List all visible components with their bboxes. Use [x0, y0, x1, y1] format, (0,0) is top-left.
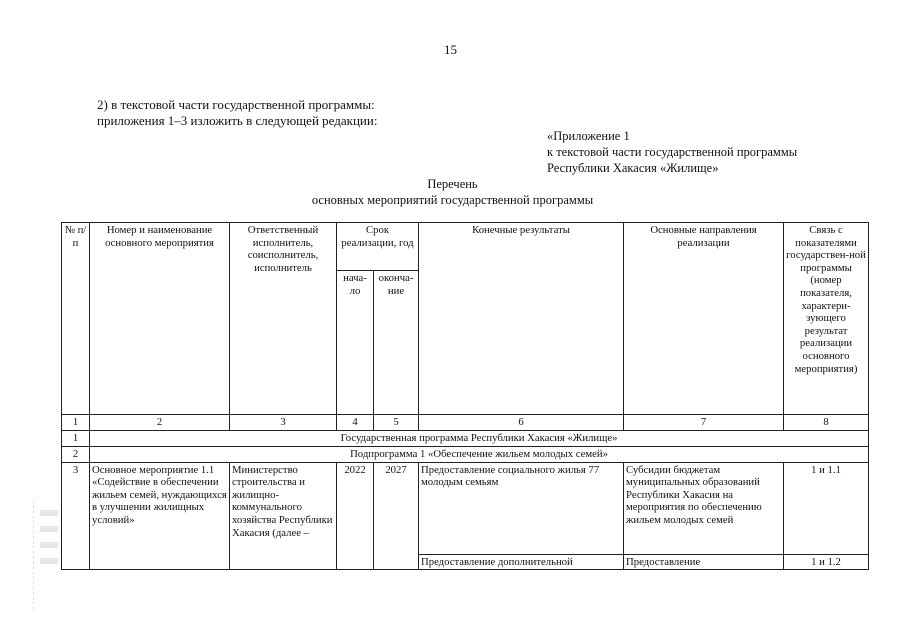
- program-row-num: 1: [62, 430, 90, 446]
- intro-line-1: 2) в текстовой части государственной программы:: [97, 97, 375, 112]
- intro-line-2: приложения 1–3 изложить в следующей редакции:: [97, 113, 378, 128]
- col-number-8: 8: [784, 415, 869, 431]
- appendix-line-2: к текстовой части государственной программы: [547, 145, 798, 159]
- subprogram-row-title: Подпрограмма 1 «Обеспечение жильем молодых семей»: [90, 446, 869, 462]
- row3-executor: Министерство строительства и жилищно-коммунального хозяйства Республики Хакасия (далее –: [230, 462, 337, 570]
- header-executor: Ответственный исполнитель, соисполнитель, исполнитель: [230, 223, 337, 415]
- col-number-5: 5: [374, 415, 419, 431]
- header-period: Срок реализации, год: [337, 223, 419, 271]
- row3-start-year: 2022: [337, 462, 374, 570]
- margin-stamp-mark: [33, 500, 70, 610]
- document-subtitle: основных мероприятий государственной программы: [311, 193, 594, 207]
- header-start: нача-ло: [337, 271, 374, 415]
- row3-direction-1: Субсидии бюджетам муниципальных образований Республики Хакасия на мероприятия по обеспечению жильем молодых семей: [624, 462, 784, 554]
- header-name: Номер и наименование основного мероприятия: [90, 223, 230, 415]
- col-number-4: 4: [337, 415, 374, 431]
- header-results: Конечные результаты: [419, 223, 624, 415]
- row3-link-2: 1 и 1.2: [784, 554, 869, 570]
- row3-num: 3: [62, 462, 90, 570]
- header-num: № п/п: [62, 223, 90, 415]
- row3-direction-2: Предоставление: [624, 554, 784, 570]
- row3-link-1: 1 и 1.1: [784, 462, 869, 554]
- appendix-line-3: Республики Хакасия «Жилище»: [547, 161, 719, 175]
- col-number-7: 7: [624, 415, 784, 431]
- measures-table: [61, 222, 869, 570]
- col-number-3: 3: [230, 415, 337, 431]
- row3-end-year: 2027: [374, 462, 419, 570]
- header-end: оконча-ние: [374, 271, 419, 415]
- appendix-line-1: «Приложение 1: [547, 129, 630, 143]
- col-number-2: 2: [90, 415, 230, 431]
- col-number-1: 1: [62, 415, 90, 431]
- row3-result-2: Предоставление дополнительной: [419, 554, 624, 570]
- page-number: 15: [444, 42, 457, 57]
- row3-measure-name: Основное мероприятие 1.1 «Содействие в обеспечении жильем семей, нуждающихся в улучшении жилищных условий»: [90, 462, 230, 570]
- header-directions: Основные направления реализации: [624, 223, 784, 415]
- subprogram-row-num: 2: [62, 446, 90, 462]
- document-title: Перечень: [427, 177, 478, 191]
- program-row-title: Государственная программа Республики Хакасия «Жилище»: [90, 430, 869, 446]
- col-number-6: 6: [419, 415, 624, 431]
- header-link: Связь с показателями государствен-ной программы (номер показателя, характери-зующего результат реализации основного мероприятия): [784, 223, 869, 415]
- row3-result-1: Предоставление социального жилья 77 молодым семьям: [419, 462, 624, 554]
